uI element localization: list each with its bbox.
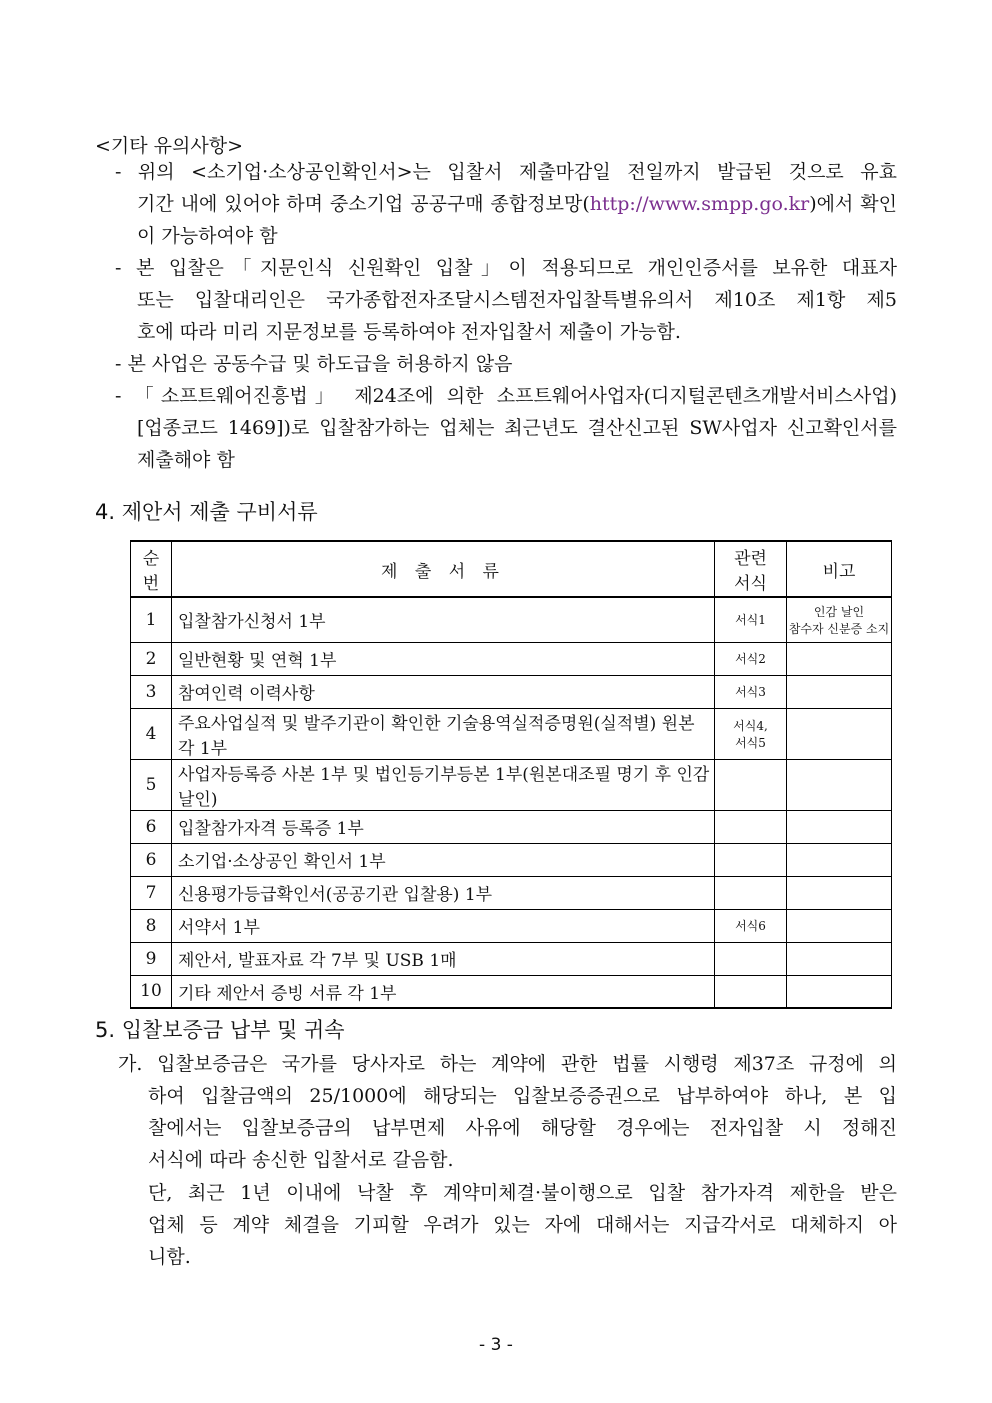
table-row bbox=[131, 675, 892, 708]
table-row bbox=[131, 975, 892, 1008]
row-doc: 참여인력 이력사항 bbox=[172, 675, 715, 708]
notes-title: <기타 유의사항> bbox=[95, 135, 244, 157]
table-header-row bbox=[131, 541, 892, 597]
header-no bbox=[131, 541, 172, 597]
row-form: 서식3 bbox=[715, 675, 787, 708]
row-doc: 사업자등록증 사본 1부 및 법인등기부등본 1부(원본대조필 명기 후 인감날인) bbox=[172, 759, 715, 810]
row-no: 6 bbox=[131, 843, 172, 876]
row-doc: 신용평가등급확인서(공공기관 입찰용) 1부 bbox=[172, 876, 715, 909]
table-row bbox=[131, 642, 892, 675]
row-note bbox=[787, 942, 892, 975]
table-row bbox=[131, 876, 892, 909]
s5-line-7: 니함. bbox=[148, 1246, 191, 1268]
row-no: 10 bbox=[131, 975, 172, 1008]
row-form-2: 서식5 bbox=[735, 735, 766, 750]
note-line-5: 또는 입찰대리인은 국가종합전자조달시스템전자입찰특별유의서 제10조 제1항 제5 bbox=[137, 289, 897, 311]
note-line-2 bbox=[137, 188, 897, 220]
row-note-2: 참수자 신분증 소지 bbox=[788, 621, 890, 636]
table-row bbox=[131, 942, 892, 975]
row-note bbox=[787, 642, 892, 675]
row-doc: 입찰참가자격 등록증 1부 bbox=[172, 810, 715, 843]
table-row bbox=[131, 843, 892, 876]
row-note bbox=[787, 843, 892, 876]
row-no: 5 bbox=[131, 759, 172, 810]
note-line-1: - 위의 <소기업·소상공인확인서>는 입찰서 제출마감일 전일까지 발급된 것으로 유효 bbox=[115, 161, 897, 183]
row-form bbox=[715, 759, 787, 810]
note-line-4: - 본 입찰은「지문인식 신원확인 입찰」이 적용되므로 개인인증서를 보유한 대표자 bbox=[115, 257, 897, 279]
note-line-8: - 「소프트웨어진흥법」 제24조에 의한 소프트웨어사업자(디지털콘텐츠개발서비스사업) bbox=[115, 385, 897, 407]
row-doc: 서약서 1부 bbox=[172, 909, 715, 942]
row-form bbox=[715, 876, 787, 909]
header-no-2: 번 bbox=[142, 574, 160, 594]
row-form bbox=[715, 942, 787, 975]
smpp-link[interactable]: http://www.smpp.go.kr bbox=[589, 193, 810, 215]
s5-line-4: 서식에 따라 송신한 입찰서로 갈음함. bbox=[148, 1149, 454, 1171]
note-line-6: 호에 따라 미리 지문정보를 등록하여야 전자입찰서 제출이 가능함. bbox=[137, 321, 681, 343]
table-row bbox=[131, 708, 892, 759]
header-form-2: 서식 bbox=[734, 574, 767, 594]
row-form: 서식2 bbox=[715, 642, 787, 675]
row-form bbox=[715, 708, 787, 759]
row-doc: 입찰참가신청서 1부 bbox=[172, 597, 715, 642]
row-doc: 소기업·소상공인 확인서 1부 bbox=[172, 843, 715, 876]
note-line-7: - 본 사업은 공동수급 및 하도급을 허용하지 않음 bbox=[115, 353, 513, 375]
header-note: 비고 bbox=[787, 541, 892, 597]
row-no: 6 bbox=[131, 810, 172, 843]
row-no: 2 bbox=[131, 642, 172, 675]
row-note bbox=[787, 675, 892, 708]
header-doc bbox=[172, 541, 715, 597]
row-note bbox=[787, 810, 892, 843]
row-form: 서식6 bbox=[715, 909, 787, 942]
table-row bbox=[131, 759, 892, 810]
table-row bbox=[131, 810, 892, 843]
row-no: 4 bbox=[131, 708, 172, 759]
row-note-1: 인감 날인 bbox=[813, 604, 865, 619]
row-form bbox=[715, 843, 787, 876]
page-number: - 3 - bbox=[479, 1335, 513, 1355]
documents-table bbox=[130, 540, 892, 1009]
note-line-2-tail: )에서 확인 bbox=[809, 193, 897, 215]
header-no-1: 순 bbox=[142, 549, 160, 569]
note-line-9: [업종코드 1469])로 입찰참가하는 업체는 최근년도 결산신고된 SW사업자 신고확인서를 bbox=[137, 417, 897, 439]
note-line-10: 제출해야 함 bbox=[137, 449, 235, 471]
table-row bbox=[131, 597, 892, 642]
row-note bbox=[787, 759, 892, 810]
s5-line-1: 가. 입찰보증금은 국가를 당사자로 하는 계약에 관한 법률 시행령 제37조 규정에 의 bbox=[118, 1053, 897, 1075]
row-note bbox=[787, 708, 892, 759]
row-doc: 기타 제안서 증빙 서류 각 1부 bbox=[172, 975, 715, 1008]
section4-heading: 4. 제안서 제출 구비서류 bbox=[95, 500, 318, 524]
row-no: 3 bbox=[131, 675, 172, 708]
header-form-1: 관련 bbox=[734, 549, 767, 569]
row-doc: 주요사업실적 및 발주기관이 확인한 기술용역실적증명원(실적별) 원본 각 1부 bbox=[172, 708, 715, 759]
s5-line-3: 찰에서는 입찰보증금의 납부면제 사유에 해당할 경우에는 전자입찰 시 정해진 bbox=[148, 1117, 897, 1139]
row-form: 서식1 bbox=[715, 597, 787, 642]
row-note bbox=[787, 876, 892, 909]
s5-line-2: 하여 입찰금액의 25/1000에 해당되는 입찰보증증권으로 납부하여야 하나, 본 입 bbox=[148, 1085, 897, 1107]
header-form bbox=[715, 541, 787, 597]
s5-line-5: 단, 최근 1년 이내에 낙찰 후 계약미체결·불이행으로 입찰 참가자격 제한을 받은 bbox=[148, 1182, 897, 1204]
row-doc: 제안서, 발표자료 각 7부 및 USB 1매 bbox=[172, 942, 715, 975]
row-note bbox=[787, 597, 892, 642]
note-line-3: 이 가능하여야 함 bbox=[137, 225, 278, 247]
row-no: 8 bbox=[131, 909, 172, 942]
row-no: 7 bbox=[131, 876, 172, 909]
row-note bbox=[787, 909, 892, 942]
row-no: 9 bbox=[131, 942, 172, 975]
header-doc-label: 제 출 서 류 bbox=[381, 561, 505, 582]
row-note bbox=[787, 975, 892, 1008]
row-form-1: 서식4, bbox=[733, 718, 768, 733]
section5-heading: 5. 입찰보증금 납부 및 귀속 bbox=[95, 1018, 345, 1042]
row-no: 1 bbox=[131, 597, 172, 642]
row-form bbox=[715, 975, 787, 1008]
note-line-2-text: 기간 내에 있어야 하며 중소기업 공공구매 종합정보망( bbox=[137, 193, 590, 215]
row-form bbox=[715, 810, 787, 843]
table-row bbox=[131, 909, 892, 942]
row-doc: 일반현황 및 연혁 1부 bbox=[172, 642, 715, 675]
s5-line-6: 업체 등 계약 체결을 기피할 우려가 있는 자에 대해서는 지급각서로 대체하지 아 bbox=[148, 1214, 897, 1236]
